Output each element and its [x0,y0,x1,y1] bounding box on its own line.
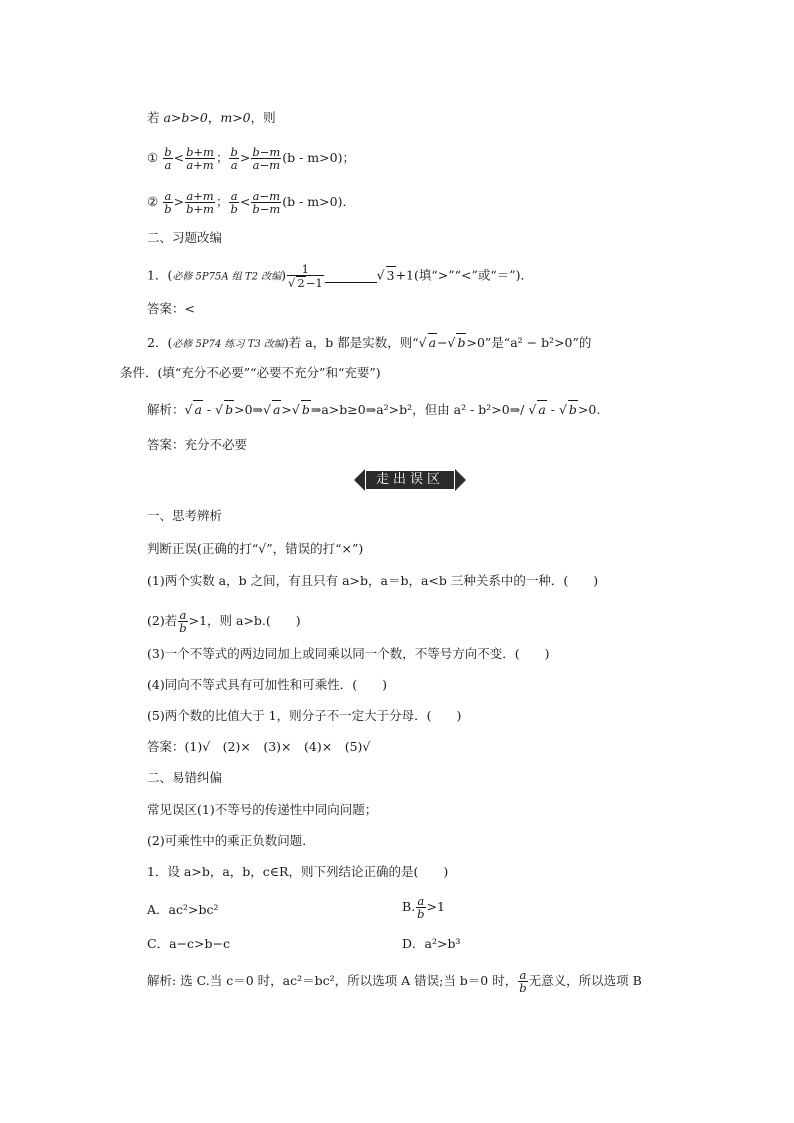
operator: − [437,335,448,350]
analysis-3 [147,969,642,994]
radicand: b [225,402,234,417]
analysis-text: > [281,402,292,417]
analysis-text: 无意义，所以选项 B [528,973,642,988]
judge-item-3: (3)一个不等式的两边同加上或同乘以同一个数，不等号方向不变．( ) [147,646,550,661]
analysis-text: >0⇒ [234,402,263,417]
fraction [518,969,527,994]
answer-1: 答案：< [147,301,195,316]
fraction-denominator: a [230,158,238,172]
answer-2: 答案：充分不必要 [147,437,248,452]
banner-label: 走出误区 [366,471,454,489]
fraction [185,190,215,215]
judge-item-4: (4)同向不等式具有可加性和可乘性．( ) [147,677,387,692]
fraction [287,263,324,289]
banner-right-chevron-icon [455,469,466,491]
fraction-numerator: b [230,145,238,159]
fraction-denominator: b [230,202,238,216]
fraction-denominator: b−m [252,202,281,216]
fraction-numerator: a [230,189,238,203]
option-c[interactable]: C．a−c>b−c [147,936,230,951]
judge-intro: 判断正误(正确的打“√”，错误的打“×”) [147,541,364,556]
judge-item-1: (1)两个实数 a，b 之间，有且只有 a>b，a＝b，a<b 三种关系中的一种．( ) [147,573,599,588]
intro-condition: a>b>0 [163,110,208,125]
radicand: 2 [297,276,305,290]
fraction-numerator: a [179,608,187,622]
relation: > [239,150,251,165]
fraction-denominator: a+m [186,158,214,172]
fraction-numerator: 1 [287,263,324,276]
intro-condition-2: m>0 [220,110,251,125]
intro-line [147,109,276,127]
fraction-denominator: b+m [186,202,214,216]
question-number: 2．( [147,335,173,350]
fraction-numerator: a [519,968,527,982]
intro-sep: ， [207,110,221,125]
intro-prefix: 若 [147,110,164,125]
fraction [163,146,172,171]
fraction [185,146,215,171]
question-source: 必修 5P75A 组 T2 改编 [172,271,282,283]
relation: > [173,194,185,209]
analysis-text: 解析: 选 C.当 c＝0 时，ac²＝bc²，所以选项 A 错误;当 b＝0 时， [147,973,518,988]
radicand: b [457,335,466,350]
question-text: 若 a，b 都是实数，则“ [288,335,419,350]
relation: < [239,194,251,209]
fraction-denominator: a [164,158,172,172]
fraction-denominator: a−m [252,158,280,172]
judge-text: >1，则 a>b.( ) [188,613,301,628]
question-number: 1．( [147,267,173,283]
option-b[interactable] [402,895,445,920]
option-a[interactable]: A．ac²>bc² [147,902,219,917]
property-item-2 [147,190,355,215]
condition-tail: (b - m>0)． [282,194,355,209]
question-2-line-2: 条件．(填“充分不必要”“必要不充分”和“充要”) [120,365,381,380]
fraction-numerator: a [417,894,425,908]
judge-item-2 [147,609,301,634]
fraction [416,895,425,920]
section-banner [354,469,466,491]
radicand: a [538,402,546,417]
fraction-numerator: a−m [252,189,280,203]
radicand: a [428,335,437,350]
fraction-denominator: √ 2−1 [288,276,323,290]
fraction-denominator: b [417,907,425,921]
question-source: 必修 5P74 练习 T3 改编 [172,339,284,350]
fraction-numerator: a [164,189,172,203]
fraction-numerator: b−m [252,145,281,159]
judge-item-5: (5)两个数的比值大于 1，则分子不一定大于分母．( ) [147,708,462,723]
radicand: a [194,402,202,417]
answer-blank[interactable] [325,270,377,283]
radicand: a [272,402,281,417]
property-item-1 [147,146,355,171]
question-source-close: ) [283,335,289,350]
analysis-text: >0. [577,402,601,417]
radicand: b [568,402,577,417]
fraction [178,609,187,634]
item-number: ① [147,150,159,165]
fraction [229,190,238,215]
fraction-denominator: b [519,981,527,995]
question-tail: +1(填“>”“<”或“＝”)． [395,267,534,283]
relation: < [173,150,185,165]
fraction [251,146,281,171]
question-text: >0”是“a² − b²>0”的 [466,335,592,350]
fraction-numerator: b+m [186,145,214,159]
analysis-2: 解析：√ a - √ b>0⇒√ a>√ b⇒a>b≥0⇒a²>b²，但由 a² - b²>0⇒/ √ a - √ b>0. [147,402,601,417]
analysis-text: - [546,402,559,417]
radicand: b [301,402,310,417]
option-text: >1 [426,899,445,914]
section-heading-think: 一、思考辨析 [147,508,223,523]
question-2: 2．(必修 5P74 练习 T3 改编)若 a，b 都是实数，则“√ a−√ b>0”是“a² − b²>0”的 [147,335,592,350]
condition-tail: (b - m>0)； [282,150,355,165]
separator: ； [215,194,229,209]
question-1: 1．(必修 5P75A 组 T2 改编) $\frac{1}{√ 2-1}$ √ 3+1(填“>”“<”或“＝”)． [147,262,534,290]
question-3: 1．设 a>b，a，b，c∈R，则下列结论正确的是( ) [147,864,449,879]
fraction [229,146,238,171]
analysis-text: ⇒a>b≥0⇒a²>b²，但由 a² - b²>0⇒/ [310,402,529,417]
common-error-2: (2)可乘性中的乘正负数问题． [147,833,315,848]
judge-text: (2)若 [147,613,178,628]
separator: ； [215,150,229,165]
denominator-tail: −1 [305,276,323,290]
judge-answer: 答案：(1)√ (2)× (3)× (4)× (5)√ [147,739,371,754]
fraction-numerator: a+m [186,189,214,203]
analysis-label: 解析： [147,402,185,417]
common-error-1: 常见误区(1)不等号的传递性中同向问题； [147,802,378,817]
option-label: B. [402,899,416,914]
fraction-numerator: b [164,145,172,159]
section-heading-exercise: 二、习题改编 [147,230,223,245]
fraction [163,190,172,215]
analysis-text: - [202,402,216,417]
option-d[interactable]: D．a²>b³ [402,936,461,951]
intro-tail: ，则 [250,110,276,125]
item-number: ② [147,194,159,209]
radicand: 3 [386,267,395,283]
fraction [251,190,281,215]
fraction-denominator: b [164,202,172,216]
fraction-denominator: b [179,621,187,635]
section-heading-error: 二、易错纠偏 [147,770,223,785]
question-source-close: ) [281,267,287,283]
banner-left-chevron-icon [354,469,365,491]
